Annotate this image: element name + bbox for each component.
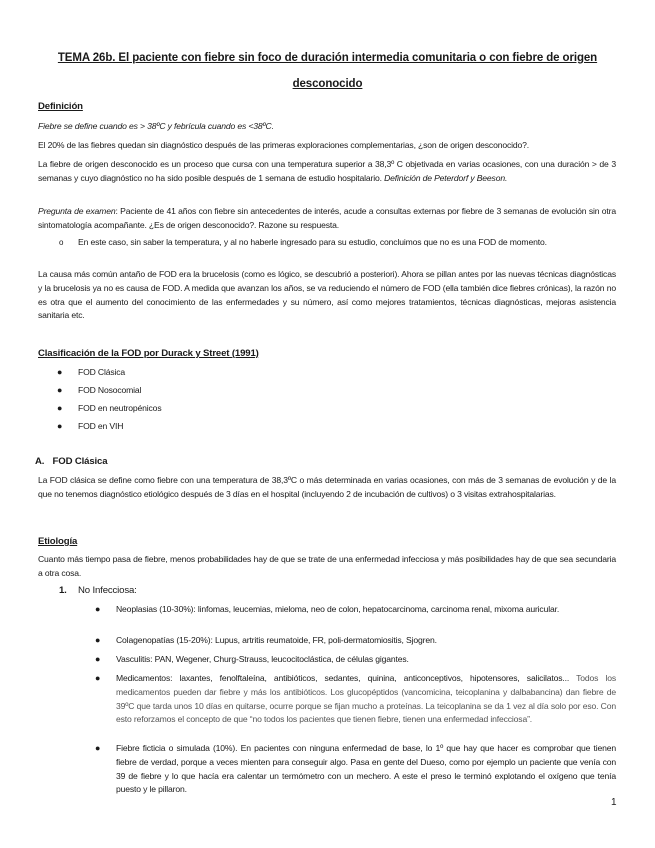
definicion-20pct-text: El 20% de las fiebres quedan sin diagnóstico después de las primeras exploraciones complementarias, ¿son de origen desconocido?. [38,140,529,150]
bullet-icon: ● [57,421,63,431]
fiebre-ficticia-item [95,742,616,797]
definicion-fod-text [38,158,616,186]
exam-question [38,205,616,233]
etiologia-heading: Etiología [38,536,78,547]
bullet-icon: ● [95,673,101,683]
circle-bullet-icon: o [59,238,64,247]
clasificacion-item-label: FOD Clásica [78,367,126,377]
definicion-fod-main: La fiebre de origen desconocido es un proceso que cursa con una temperatura superior a 38,3º C objetivada en varias ocasiones, con una duración > de 3 semanas y cuyo diagnóstico no ha sido posible después de 1 semana de estudio hospitalario. [38,159,616,183]
clasificacion-heading: Clasificación de la FOD por Durack y Street (1991) [38,348,259,359]
clasificacion-item [57,402,616,416]
clasificacion-item-label: FOD Nosocomial [78,385,142,395]
clasificacion-item [57,366,616,380]
definicion-fod-reference: Definición de Peterdorf y Beeson. [384,172,508,183]
medicamentos-text: Medicamentos: laxantes, fenolftaleína, antibióticos, sedantes, quinina, anticonceptivos, hipotensores, salicilatos... [116,673,570,683]
etiologia-item [95,603,616,617]
exam-question-text: : Paciente de 41 años con fiebre sin antecedentes de interés, acude a consultas externas por fiebre de 3 semanas de evolución sin otra sintomatología acompañante. ¿Es de origen desconocido?. Razone su respuesta. [38,206,616,230]
etiologia-item [95,653,616,667]
bullet-icon: ● [95,743,101,753]
clasificacion-item-label: FOD en VIH [78,421,124,431]
etiologia-item [95,634,616,648]
group-number: 1. [59,585,67,596]
bullet-icon: ● [57,403,63,413]
bullet-icon: ● [57,367,63,377]
exam-answer-text: En este caso, sin saber la temperatura, y al no haberle ingresado para su estudio, concluimos que no es una FOD de momento. [78,237,547,247]
clasificacion-item [57,420,616,434]
medicamentos-item [95,672,616,727]
fod-clasica-heading [35,455,613,469]
etiologia-item-text: Vasculitis: PAN, Wegener, Churg-Strauss, leucocitoclástica, de células gigantes. [116,654,409,664]
bullet-icon: ● [95,604,101,614]
fod-clasica-marker: A. [35,456,45,467]
brucelosis-paragraph: La causa más común antaño de FOD era la brucelosis (como es lógico, se descubrió a posteriori). Ahora se pillan antes por las nuevas técnicas diagnósticas y la brucelosis ya no es causa de FOD. A medida que avanzan los años, se va reduciendo el número de FOD (ella también dice fiebres crónicas), la razón no es otra que el aumento del conocimiento de las enfermedades y su número, así como mejores tratamientos, técnicas diagnósticas, mejoras asistencia sanitaria etc. [38,269,616,321]
medicamentos-note: Todos los medicamentos pueden dar fiebre y más los antibióticos. Los glucopéptidos (vancomicina, teicoplanina y dalbabancina) dan fiebre de 39ºC que tarda unos 10 días en quitarse, ocurre porque se fijan mucho a proteínas. La teicoplanina se da 1 vez al día solo por eso. Con esto reforzamos el concepto de que “no todos los pacientes que tienen fiebre, tienen una enfermedad infecciosa”. [116,673,616,725]
page-number: 1 [611,797,617,808]
clasificacion-item-label: FOD en neutropénicos [78,403,162,413]
no-infecciosa-heading [59,584,616,598]
clasificacion-item [57,384,616,398]
etiologia-item-text: Colagenopatías (15-20%): Lupus, artritis reumatoide, FR, poli-dermatomiositis, Sjogren. [116,635,437,645]
definicion-heading: Definición [38,101,83,112]
exam-answer [59,236,616,250]
etiologia-intro: Cuanto más tiempo pasa de fiebre, menos probabilidades hay de que se trate de una enfermedad infecciosa y más posibilidades hay de que sea secundaria a otra cosa. [38,554,616,578]
page-title: TEMA 26b. El paciente con fiebre sin foco de duración intermedia comunitaria o con fiebre de origen desconocido [57,52,598,90]
exam-question-label: Pregunta de examen [38,206,116,216]
bullet-icon: ● [57,385,63,395]
fod-clasica-text: La FOD clásica se define como fiebre con una temperatura de 38,3ºC o más determinada en varias ocasiones, con más de 3 semanas de evolución y de la que no tenemos diagnóstico etiológico después de 3 días en el hospital (incluyendo 2 de incubación de cultivos) o 3 visitas extrahospitalarias. [38,475,616,499]
fod-clasica-title: FOD Clásica [52,456,108,467]
group-title: No Infecciosa: [78,585,137,596]
bullet-icon: ● [95,635,101,645]
etiologia-item-text: Neoplasias (10-30%): linfomas, leucemias, mieloma, neo de colon, hepatocarcinoma, carcinoma renal, mixoma auricular. [116,604,560,614]
definicion-fever-text: Fiebre se define cuando es > 38ºC y febrícula cuando es <38ºC. [38,121,274,131]
fiebre-ficticia-text: Fiebre ficticia o simulada (10%). En pacientes con ninguna enfermedad de base, lo 1º que hay que hacer es comprobar que tienen fiebre de verdad, porque a veces mienten para conseguir algo. Pasa en gente del Dueso, como por ejemplo un paciente que venía con 39 de fiebre y lo que hacía era calentar un termómetro con un mechero. A este el preso le terminó explotando el oxígeno que tenía puesto y le pillaron. [116,743,616,795]
bullet-icon: ● [95,654,101,664]
